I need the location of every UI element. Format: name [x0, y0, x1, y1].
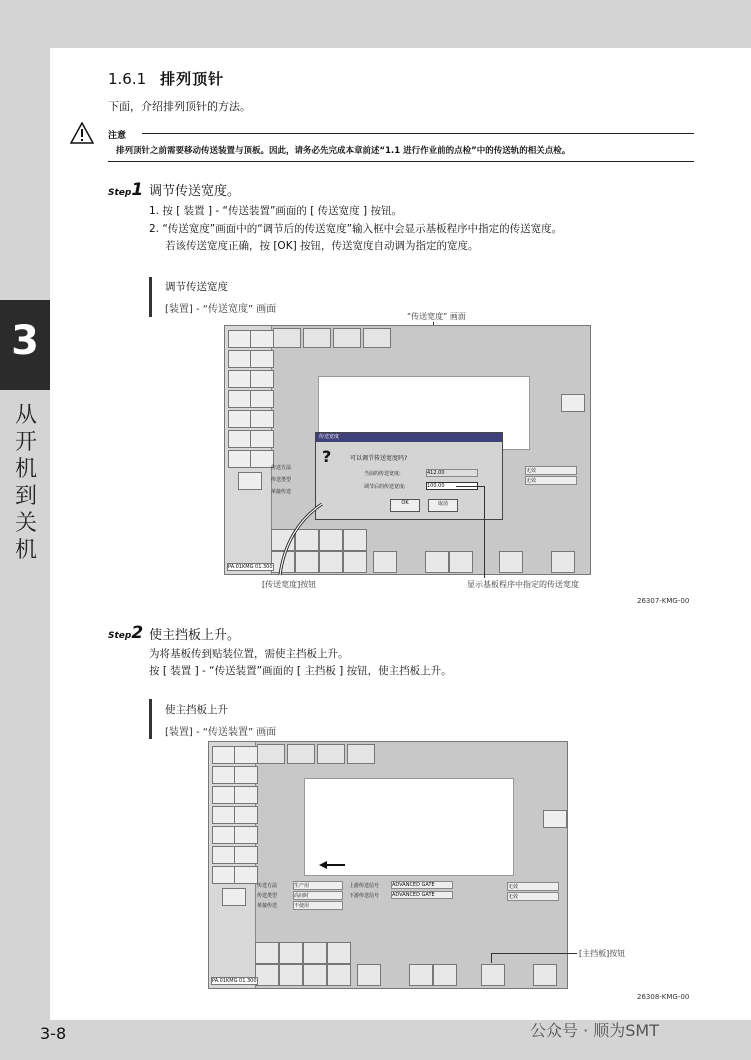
top-band: [0, 0, 751, 48]
tab[interactable]: [363, 328, 391, 348]
side-icon[interactable]: [212, 846, 236, 864]
side-icon[interactable]: [228, 430, 252, 448]
chapter-title: 从开机到关机: [14, 403, 37, 563]
side-icon[interactable]: [234, 846, 258, 864]
side-icon[interactable]: [234, 746, 258, 764]
side-icon[interactable]: [234, 826, 258, 844]
figure-2-title: 使主挡板上升: [165, 704, 228, 716]
figure-1-left-callout: [传送宽度]按钮: [262, 580, 317, 589]
step-1-line-1: 1. 按 [ 装置 ] - “传送装置”画面的 [ 传送宽度 ] 按钮。: [149, 205, 402, 217]
tab[interactable]: [303, 328, 331, 348]
main-stopper-button[interactable]: [481, 964, 505, 986]
page-number: 3-8: [40, 1024, 67, 1043]
side-icon[interactable]: [250, 330, 274, 348]
question-icon: ?: [322, 447, 332, 466]
tab[interactable]: [317, 744, 345, 764]
tab[interactable]: [333, 328, 361, 348]
caution-rule-bottom: [108, 161, 694, 162]
watermark: 公众号 · 顺为SMT: [530, 1021, 659, 1040]
side-icon[interactable]: [228, 370, 252, 388]
tab[interactable]: [347, 744, 375, 764]
control-button[interactable]: [409, 964, 433, 986]
control-button[interactable]: [327, 942, 351, 964]
figure-1-top-callout: “传送宽度” 画面: [407, 312, 466, 321]
field-label: 传送类型: [257, 893, 278, 899]
side-icon[interactable]: [212, 766, 236, 784]
side-icon[interactable]: [250, 430, 274, 448]
step-1-mark: Step1: [108, 180, 144, 200]
intro-text: 下面，介绍排列顶针的方法。: [108, 100, 251, 113]
field-label: 传送类型: [271, 477, 292, 483]
side-icon[interactable]: [234, 766, 258, 784]
side-icon[interactable]: [250, 350, 274, 368]
side-icon[interactable]: [543, 810, 567, 828]
step-1-title: 调节传送宽度。: [149, 184, 241, 199]
control-button[interactable]: [449, 551, 473, 573]
callout-line: [456, 486, 484, 487]
step-2-mark: Step2: [108, 623, 144, 643]
step-2-line-1: 为将基板传到贴装位置，需使主挡板上升。: [149, 648, 349, 660]
field-value: 生产用: [293, 881, 343, 890]
field-label: 传送方法: [271, 465, 292, 471]
control-button[interactable]: [357, 964, 381, 986]
control-button[interactable]: [279, 942, 303, 964]
caution-rule: [142, 133, 694, 134]
dialog-title: 传送宽度: [316, 433, 502, 442]
figure-2-right-callout: [主挡板]按钮: [579, 949, 626, 958]
callout-line: [491, 953, 492, 963]
tab[interactable]: [287, 744, 315, 764]
tab[interactable]: [273, 328, 301, 348]
step-1-line-2: 2. “传送宽度”画面中的“调节后的传送宽度”输入框中会显示基板程序中指定的传送宽度。: [149, 223, 563, 235]
status-value: 无效: [525, 466, 577, 475]
step-1-line-3: 若该传送宽度正确，按 [OK] 按钮，传送宽度自动调为指定的宽度。: [165, 240, 479, 252]
figure-1-code: 26307-KMG-00: [637, 597, 690, 605]
field-label: 单接传送: [271, 489, 292, 495]
field-label: 传送方法: [257, 883, 278, 889]
side-icon[interactable]: [228, 350, 252, 368]
gate-label: 上游传送信号: [349, 883, 380, 889]
figure-1-subtitle: [装置] - “传送宽度” 画面: [165, 304, 277, 315]
control-button[interactable]: [255, 964, 279, 986]
status-value: 无效: [525, 476, 577, 485]
ok-button[interactable]: OK: [390, 499, 420, 512]
control-button[interactable]: [343, 551, 367, 573]
side-icon[interactable]: [212, 746, 236, 764]
side-icon[interactable]: [228, 390, 252, 408]
chapter-number: 3: [11, 318, 39, 364]
control-button[interactable]: [327, 964, 351, 986]
field-value: 高间时: [293, 891, 343, 900]
side-icon[interactable]: [212, 806, 236, 824]
status-value: 无效: [507, 892, 559, 901]
caution-label: 注意: [108, 131, 127, 141]
figure-1-right-callout: 显示基板程序中指定的传送宽度: [467, 580, 579, 589]
side-icon[interactable]: [234, 786, 258, 804]
side-icon[interactable]: [234, 806, 258, 824]
field-label: 单接传送: [257, 903, 278, 909]
gate-value: ADVANCED GATE: [391, 891, 453, 899]
side-icon[interactable]: [228, 450, 252, 468]
control-button[interactable]: [343, 529, 367, 551]
gate-value: ADVANCED GATE: [391, 881, 453, 889]
figure-2-subtitle: [装置] - “传送装置” 画面: [165, 727, 277, 738]
field-value: 不使用: [293, 901, 343, 910]
control-button[interactable]: [303, 964, 327, 986]
control-button[interactable]: [303, 942, 327, 964]
adjusted-width-field[interactable]: 100.00: [426, 482, 478, 490]
figure-1-bar: [149, 277, 152, 317]
control-button[interactable]: [551, 551, 575, 573]
step-2-line-2: 按 [ 装置 ] - “传送装置”画面的 [ 主挡板 ] 按钮，使主挡板上升。: [149, 665, 452, 677]
control-button[interactable]: [433, 964, 457, 986]
conveyor-screen: [208, 741, 568, 989]
gate-label: 下游传送信号: [349, 893, 380, 899]
step-2-title: 使主挡板上升。: [149, 628, 241, 643]
figure-2-code: 26308-KMG-00: [637, 993, 690, 1001]
side-icon[interactable]: [212, 786, 236, 804]
side-icon[interactable]: [234, 866, 258, 884]
figure-1-title: 调节传送宽度: [165, 281, 228, 293]
status-value: 无效: [507, 882, 559, 891]
side-icon[interactable]: [561, 394, 585, 412]
version-label: PA.01KMG 01.300: [228, 564, 273, 570]
adjusted-width-label: 调节后的传送宽度:: [364, 484, 406, 490]
side-icon[interactable]: [228, 330, 252, 348]
cancel-button[interactable]: 取消: [428, 499, 458, 512]
control-button[interactable]: [255, 942, 279, 964]
section-heading: [108, 68, 224, 89]
control-button[interactable]: [425, 551, 449, 573]
side-icon[interactable]: [250, 410, 274, 428]
side-icon[interactable]: [250, 390, 274, 408]
section-number: 1.6.1: [108, 70, 147, 88]
version-label: PA.01KMG 01.300: [212, 978, 257, 984]
stop-icon[interactable]: [222, 888, 246, 906]
caution-text: 排列顶针之前需要移动传送装置与顶板。因此，请务必先完成本章前述“1.1 进行作业前的点检”中的传送轨的相关点检。: [116, 146, 571, 156]
section-title: 排列顶针: [160, 70, 225, 88]
arrow-left-icon: [317, 860, 347, 870]
tab[interactable]: [257, 744, 285, 764]
current-width-value: 412.00: [426, 469, 478, 477]
dialog-question: 可以调节传送宽度吗?: [350, 455, 408, 462]
conveyor-width-dialog: [315, 432, 503, 520]
side-icon[interactable]: [250, 370, 274, 388]
stop-icon[interactable]: [238, 472, 262, 490]
figure-2-bar: [149, 699, 152, 739]
callout-line: [484, 486, 485, 578]
callout-line: [491, 953, 577, 954]
control-button[interactable]: [499, 551, 523, 573]
current-width-label: 当前的传送宽度:: [364, 471, 401, 477]
warning-icon: [70, 122, 94, 144]
side-icon[interactable]: [212, 866, 236, 884]
control-button[interactable]: [279, 964, 303, 986]
control-button[interactable]: [533, 964, 557, 986]
control-button[interactable]: [373, 551, 397, 573]
callout-arrow-icon: [270, 500, 330, 580]
side-icon[interactable]: [228, 410, 252, 428]
side-icon[interactable]: [212, 826, 236, 844]
